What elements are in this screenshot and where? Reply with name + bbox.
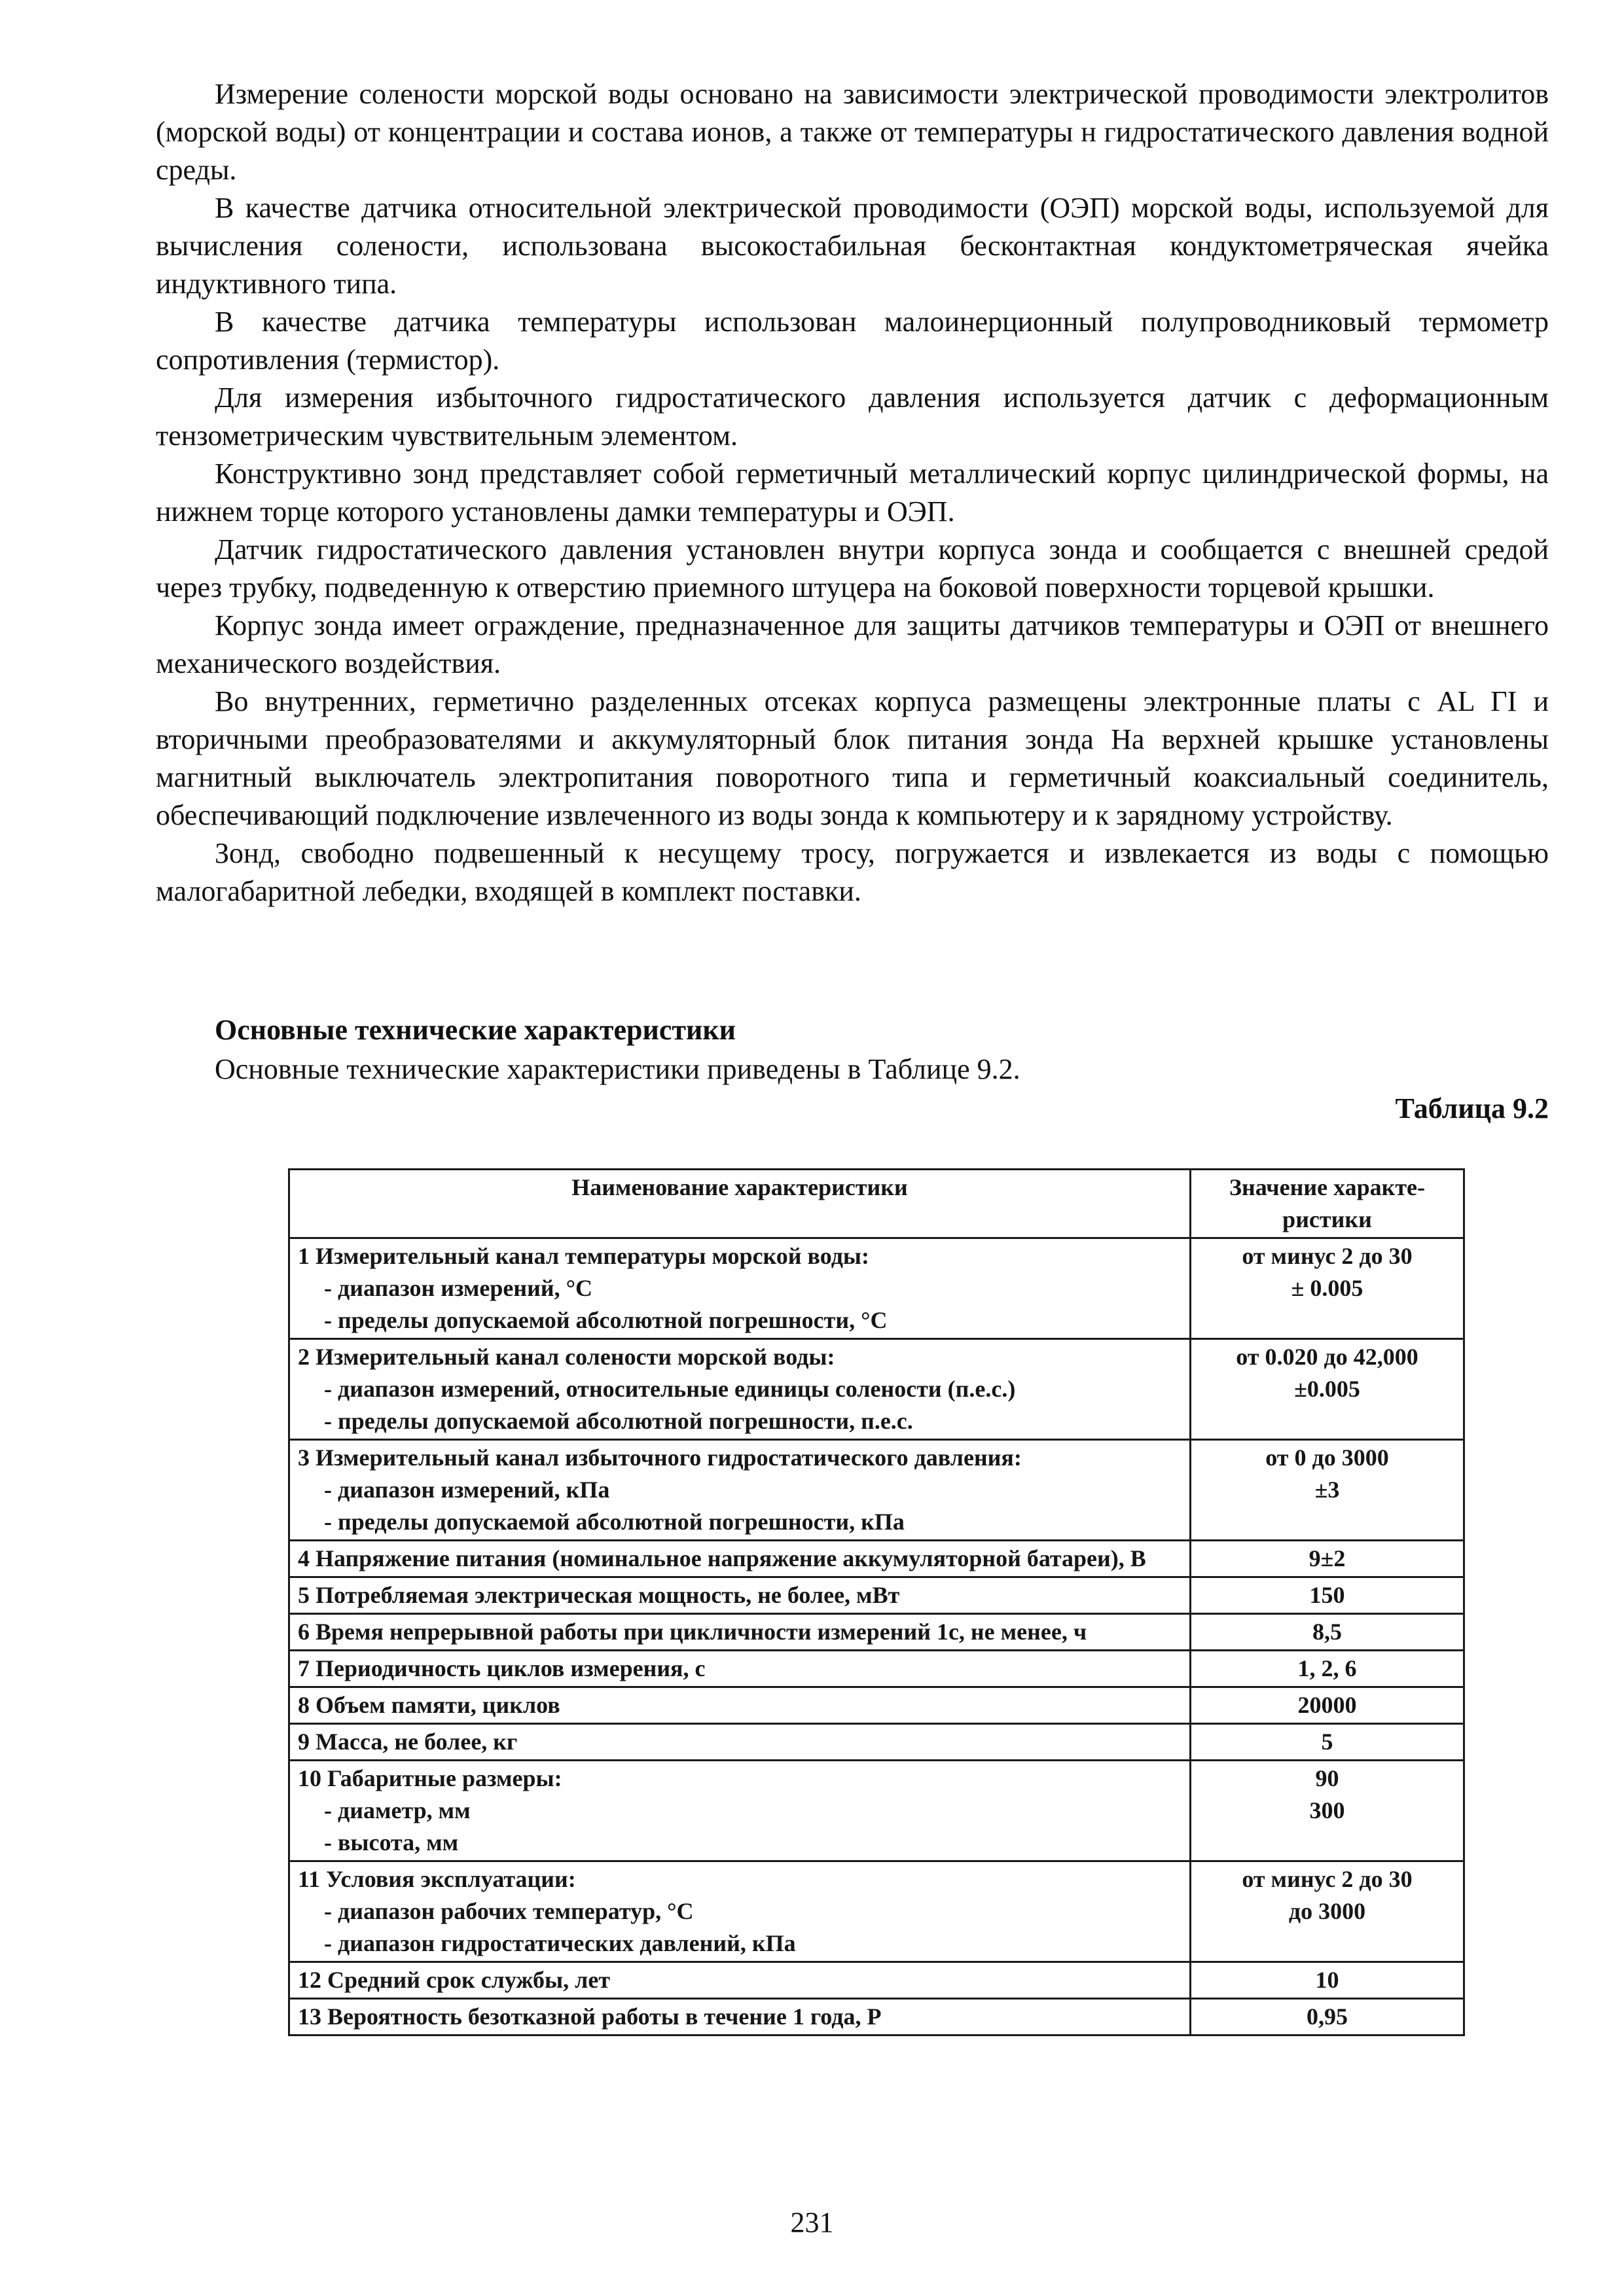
table-row <box>289 1577 1464 1614</box>
value-text: ±0.005 <box>1294 1376 1360 1402</box>
paragraph: Измерение солености морской воды основано на зависимости электрической проводимости электролитов (морской воды) от концентрации и состава ионов, а также от температуры н гидростатического давления водной среды. <box>156 78 1549 186</box>
value-text: 5 <box>1321 1729 1333 1755</box>
characteristic-cell <box>289 1614 1191 1651</box>
characteristic-title: 1 Измерительный канал температуры морской воды: <box>298 1243 870 1269</box>
characteristic-item: - пределы допускаемой абсолютной погрешности, кПа <box>324 1509 905 1535</box>
characteristic-item: - диапазон измерений, °С <box>324 1275 593 1301</box>
characteristic-title: 13 Вероятность безотказной работы в течение 1 года, Р <box>298 2003 882 2030</box>
characteristic-title: 9 Масса, не более, кг <box>298 1729 518 1755</box>
characteristic-title: 8 Объем памяти, циклов <box>298 1692 560 1718</box>
value-text: от минус 2 до 30 <box>1242 1866 1413 1892</box>
value-text: 9±2 <box>1308 1545 1346 1571</box>
characteristic-cell <box>289 1999 1191 2036</box>
value-text: 150 <box>1309 1582 1345 1608</box>
paragraph: Корпус зонда имеет ограждение, предназначенное для защиты датчиков температуры и ОЭП от внешнего механического воздействия. <box>156 609 1549 679</box>
value-cell <box>1191 1577 1464 1614</box>
value-text: от минус 2 до 30 <box>1242 1243 1413 1269</box>
value-text: 0,95 <box>1307 2003 1348 2030</box>
characteristic-title: 7 Периодичность циклов измерения, с <box>298 1655 706 1681</box>
characteristic-item: - диапазон измерений, относительные единицы солености (п.е.с.) <box>324 1376 1016 1402</box>
characteristic-cell <box>289 1651 1191 1687</box>
characteristic-cell <box>289 1687 1191 1724</box>
value-cell <box>1191 1238 1464 1339</box>
value-text: 1, 2, 6 <box>1297 1655 1357 1681</box>
characteristic-title: 6 Время непрерывной работы при цикличности измерений 1с, не менее, ч <box>298 1619 1087 1645</box>
characteristic-title: 10 Габаритные размеры: <box>298 1765 562 1791</box>
value-text: от 0.020 до 42,000 <box>1236 1344 1418 1370</box>
value-cell <box>1191 1962 1464 1999</box>
value-cell <box>1191 1999 1464 2036</box>
paragraph: Во внутренних, герметично разделенных отсеках корпуса размещены электронные платы с AL ГI и вторичными преобразователями и аккумуляторный блок питания зонда На верхней крышке установлены магнитный выключатель электропитания поворотного типа и герметичный коаксиальный соединитель, обеспечивающий подключение извлеченного из воды зонда к компьютеру и к зарядному устройству. <box>156 685 1549 831</box>
paragraph: Конструктивно зонд представляет собой герметичный металлический корпус цилиндрической формы, на нижнем торце которого установлены дамки температуры и ОЭП. <box>156 457 1549 528</box>
characteristic-item: - пределы допускаемой абсолютной погрешности, п.е.с. <box>324 1408 913 1434</box>
paragraph: Зонд, свободно подвешенный к несущему тросу, погружается и извлекается из воды с помощью малогабаритной лебедки, входящей в комплект поставки. <box>156 837 1549 907</box>
table-row <box>289 1724 1464 1761</box>
characteristic-title: 5 Потребляемая электрическая мощность, не более, мВт <box>298 1582 900 1608</box>
characteristic-title: 4 Напряжение питания (номинальное напряжение аккумуляторной батареи), В <box>298 1545 1146 1571</box>
table-row <box>289 1238 1464 1339</box>
value-text: 8,5 <box>1312 1619 1342 1645</box>
characteristic-cell <box>289 1440 1191 1541</box>
value-text: 90 <box>1315 1765 1339 1791</box>
table-row <box>289 1861 1464 1962</box>
table-row <box>289 1687 1464 1724</box>
value-cell <box>1191 1440 1464 1541</box>
value-text: 10 <box>1315 1967 1339 1993</box>
header-value-line: Значение характе- <box>1229 1174 1425 1200</box>
table-row <box>289 1999 1464 2036</box>
value-text: ±3 <box>1314 1477 1340 1503</box>
characteristic-cell <box>289 1761 1191 1861</box>
section-intro: Основные технические характеристики приведены в Таблице 9.2. <box>215 1053 1020 1085</box>
table-row <box>289 1541 1464 1577</box>
value-cell <box>1191 1761 1464 1861</box>
table-row <box>289 1440 1464 1541</box>
paragraph: В качестве датчика относительной электрической проводимости (ОЭП) морской воды, используемой для вычисления солености, использована высокостабильная бесконтактная кондуктометряческая ячейка индуктивного типа. <box>156 192 1549 300</box>
characteristic-cell <box>289 1577 1191 1614</box>
value-cell <box>1191 1614 1464 1651</box>
characteristic-item: - пределы допускаемой абсолютной погрешности, °С <box>324 1307 888 1333</box>
characteristic-cell <box>289 1339 1191 1440</box>
paragraph: В качестве датчика температуры использован малоинерционный полупроводниковый термометр сопротивления (термистор). <box>156 306 1549 376</box>
section-title: Основные технические характеристики <box>215 1014 736 1046</box>
value-text: ± 0.005 <box>1291 1275 1363 1301</box>
value-cell <box>1191 1724 1464 1761</box>
header-value-line: ристики <box>1282 1206 1372 1232</box>
value-text: 300 <box>1309 1797 1345 1823</box>
paragraph: Датчик гидростатического давления установлен внутри корпуса зонда и сообщается с внешней средой через трубку, подведенную к отверстию приемного штуцера на боковой поверхности торцевой крышки. <box>156 533 1549 603</box>
characteristic-title: 11 Условия эксплуатации: <box>298 1866 576 1892</box>
table-row <box>289 1761 1464 1861</box>
header-characteristic: Наименование характеристики <box>289 1170 1191 1238</box>
table-row <box>289 1962 1464 1999</box>
table-row <box>289 1339 1464 1440</box>
specifications-table <box>288 1168 1465 2036</box>
characteristic-cell <box>289 1962 1191 1999</box>
table-row <box>289 1651 1464 1687</box>
body-text <box>156 75 1549 910</box>
value-cell <box>1191 1339 1464 1440</box>
table-row <box>289 1614 1464 1651</box>
table-body <box>289 1238 1464 2036</box>
characteristic-cell <box>289 1861 1191 1962</box>
table-caption: Таблица 9.2 <box>1395 1092 1549 1124</box>
characteristic-item: - диаметр, мм <box>324 1797 471 1823</box>
value-text: от 0 до 3000 <box>1265 1444 1389 1471</box>
table-header-row <box>289 1170 1464 1238</box>
characteristic-item: - диапазон гидростатических давлений, кПа <box>324 1930 796 1956</box>
characteristic-item: - диапазон рабочих температур, °С <box>324 1898 694 1924</box>
header-value <box>1191 1170 1464 1238</box>
value-cell <box>1191 1651 1464 1687</box>
value-cell <box>1191 1541 1464 1577</box>
characteristic-cell <box>289 1238 1191 1339</box>
characteristic-title: 2 Измерительный канал солености морской воды: <box>298 1344 835 1370</box>
page-number: 231 <box>790 2206 834 2238</box>
paragraph: Для измерения избыточного гидростатического давления используется датчик с деформационным тензометрическим чувствительным элементом. <box>156 382 1549 452</box>
value-text: до 3000 <box>1288 1898 1366 1924</box>
characteristic-title: 3 Измерительный канал избыточного гидростатического давления: <box>298 1444 1022 1471</box>
value-cell <box>1191 1861 1464 1962</box>
value-cell <box>1191 1687 1464 1724</box>
characteristic-cell <box>289 1541 1191 1577</box>
characteristic-cell <box>289 1724 1191 1761</box>
characteristic-item: - диапазон измерений, кПа <box>324 1477 610 1503</box>
value-text: 20000 <box>1297 1692 1357 1718</box>
characteristic-item: - высота, мм <box>324 1829 459 1856</box>
characteristic-title: 12 Средний срок службы, лет <box>298 1967 610 1993</box>
